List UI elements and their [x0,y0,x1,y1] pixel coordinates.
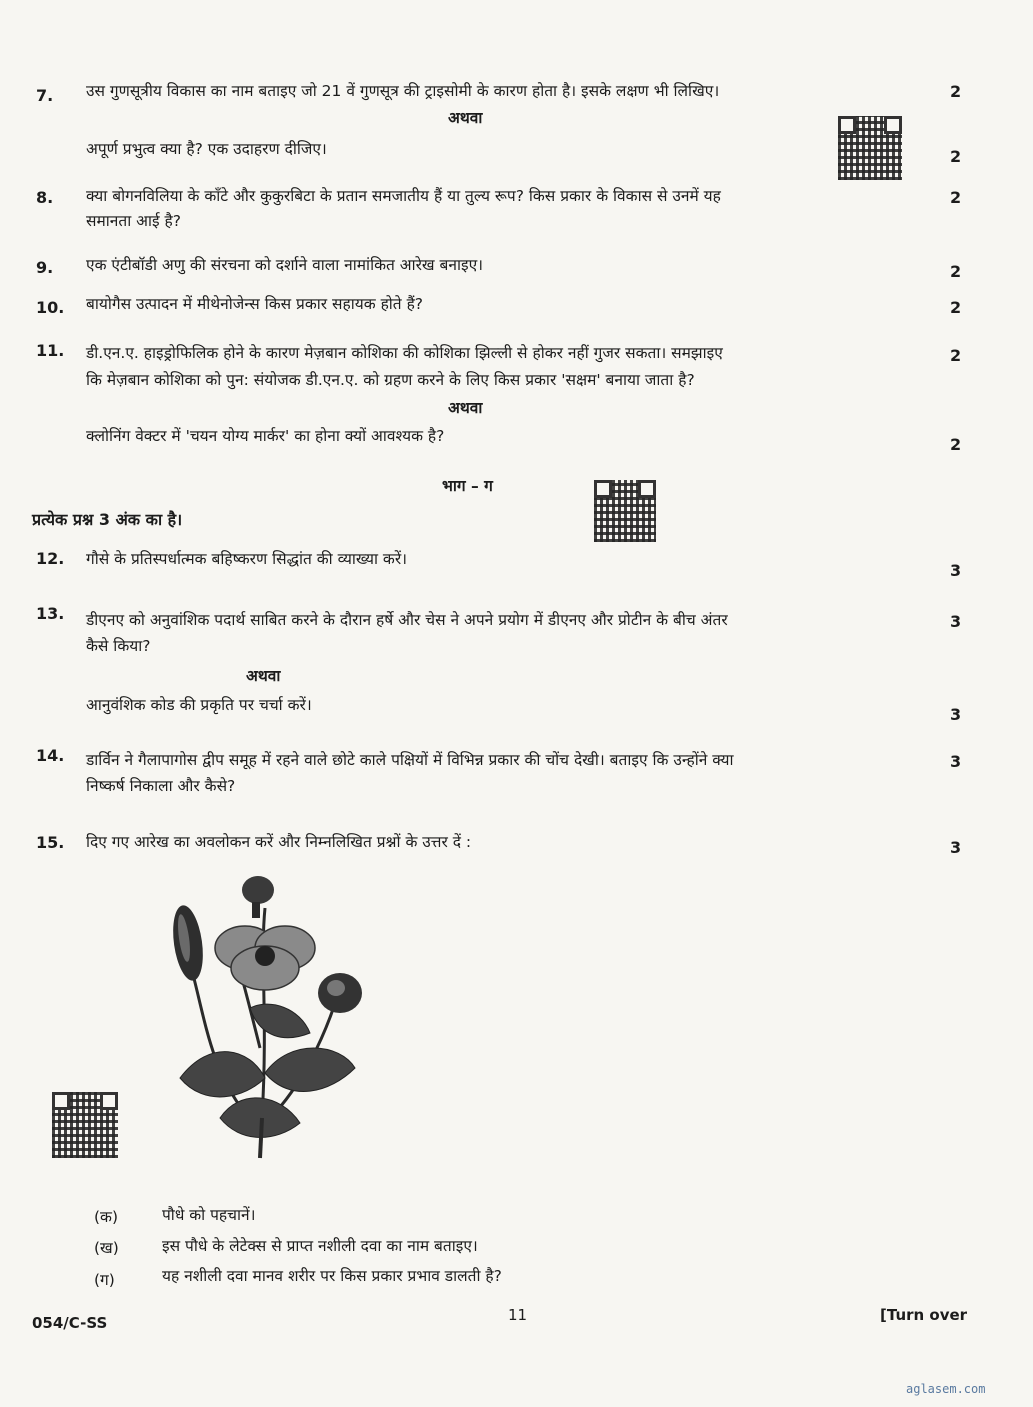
question-number: 15. [36,833,65,852]
or-label: अथवा [246,667,281,685]
marks: 2 [950,298,962,317]
question-text-line2: निष्कर्ष निकाला और कैसे? [86,777,236,795]
marks: 3 [950,838,962,857]
marks: 2 [950,82,962,101]
question-text-line1: डार्विन ने गैलापागोस द्वीप समूह में रहने वाले छोटे काले पक्षियों में विभिन्न प्रकार की चोंच देखी। बताइए कि उन्होंने क्या [86,751,734,769]
marks: 3 [950,561,962,580]
question-number: 9. [36,258,54,277]
question-alt-text: आनुवंशिक कोड की प्रकृति पर चर्चा करें। [86,696,312,714]
question-text-line2: समानता आई है? [86,212,181,230]
question-text: दिए गए आरेख का अवलोकन करें और निम्नलिखित प्रश्नों के उत्तर दें : [86,833,472,851]
question-text-line1: डीएनए को अनुवांशिक पदार्थ साबित करने के दौरान हर्षे और चेस ने अपने प्रयोग में डीएनए और प्रोटीन के बीच अंतर [86,611,728,629]
question-alt-text: क्लोनिंग वेक्टर में 'चयन योग्य मार्कर' का होना क्यों आवश्यक है? [86,427,445,445]
question-text: उस गुणसूत्रीय विकास का नाम बताइए जो 21 वें गुणसूत्र की ट्राइसोमी के कारण होता है। इसके लक्षण भी लिखिए। [86,82,720,100]
marks: 2 [950,147,962,166]
marks: 3 [950,612,962,631]
section-instruction: प्रत्येक प्रश्न 3 अंक का है। [32,510,183,529]
marks: 2 [950,188,962,207]
question-number: 14. [36,746,65,765]
question-number: 13. [36,604,65,623]
question-text-line2: कैसे किया? [86,637,151,655]
turn-over-label: [Turn over [880,1306,968,1324]
marks: 2 [950,262,962,281]
subpart-label: (ग) [94,1271,115,1289]
question-text: बायोगैस उत्पादन में मीथेनोजेन्स किस प्रकार सहायक होते हैं? [86,295,424,313]
question-number: 11. [36,341,65,360]
question-text-line1: क्या बोगनविलिया के काँटे और कुकुरबिटा के प्रतान समजातीय हैं या तुल्य रूप? किस प्रकार के विकास से उनमें यह [86,187,721,205]
question-text: एक एंटीबॉडी अणु की संरचना को दर्शाने वाला नामांकित आरेख बनाइए। [86,256,484,274]
marks: 2 [950,435,962,454]
marks: 2 [950,346,962,365]
poppy-plant-illustration [150,868,382,1164]
watermark: aglasem.com [906,1382,986,1396]
question-text-line2: कि मेज़बान कोशिका को पुन: संयोजक डी.एन.ए. को ग्रहण करने के लिए किस प्रकार 'सक्षम' बनाया जाता है? [86,371,695,389]
qr-code-icon [52,1092,118,1158]
question-number: 10. [36,298,65,317]
subpart-text: यह नशीली दवा मानव शरीर पर किस प्रकार प्रभाव डालती है? [162,1267,502,1285]
or-label: अथवा [448,109,483,127]
subpart-label: (ख) [94,1239,119,1257]
question-number: 8. [36,188,54,207]
question-text: गौसे के प्रतिस्पर्धात्मक बहिष्करण सिद्धांत की व्याख्या करें। [86,550,408,568]
question-alt-text: अपूर्ण प्रभुत्व क्या है? एक उदाहरण दीजिए। [86,140,327,158]
question-number: 7. [36,86,54,105]
subpart-text: इस पौधे के लेटेक्स से प्राप्त नशीली दवा का नाम बताइए। [162,1237,478,1255]
paper-code: 054/C-SS [32,1314,108,1332]
section-title: भाग – ग [442,477,493,495]
page-number: 11 [508,1306,528,1324]
or-label: अथवा [448,399,483,417]
marks: 3 [950,752,962,771]
question-text-line1: डी.एन.ए. हाइड्रोफिलिक होने के कारण मेज़बान कोशिका की कोशिका झिल्ली से होकर नहीं गुजर सकता। समझाइए [86,344,723,362]
subpart-text: पौधे को पहचानें। [162,1206,256,1224]
qr-code-icon [594,480,656,542]
subpart-label: (क) [94,1208,118,1226]
marks: 3 [950,705,962,724]
qr-code-icon [838,116,902,180]
question-number: 12. [36,549,65,568]
